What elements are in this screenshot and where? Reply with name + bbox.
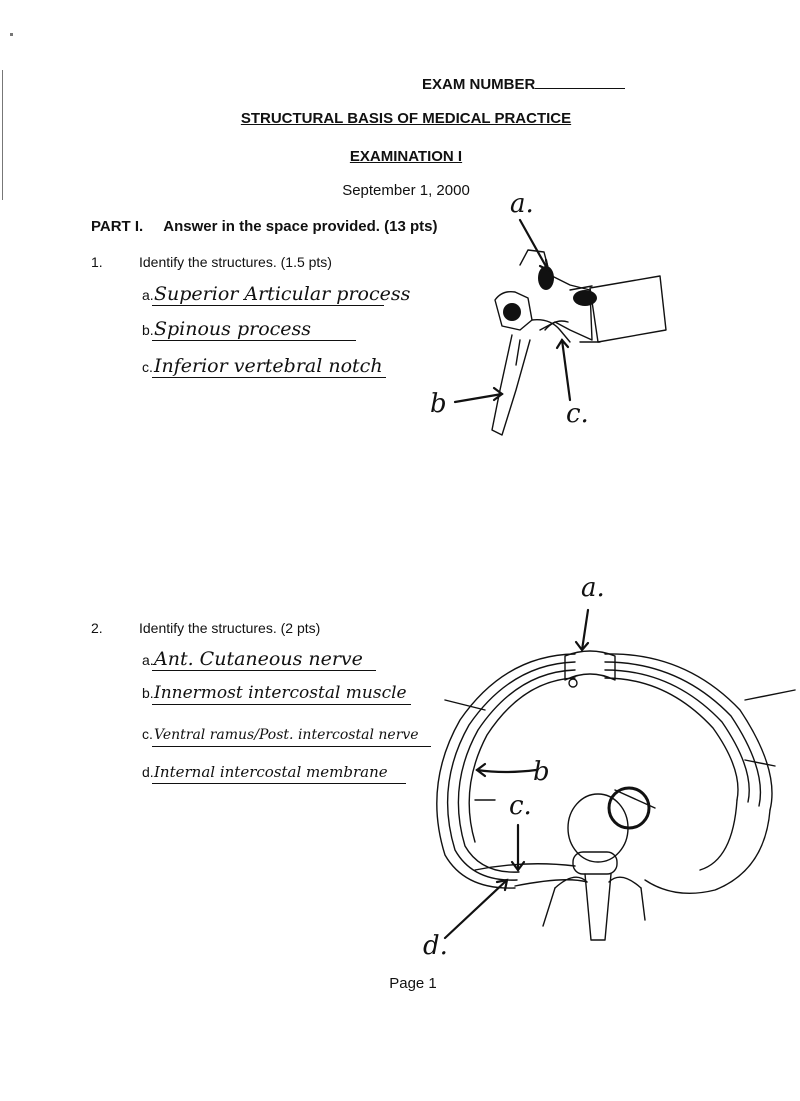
- vertebra-figure: [420, 190, 670, 440]
- answer-letter: b.: [142, 322, 154, 338]
- part-instructions: Answer in the space provided. (13 pts): [163, 218, 438, 235]
- part-label: PART I.: [91, 218, 144, 235]
- costal-facet: [573, 290, 597, 306]
- figure-label-a: a.: [581, 573, 605, 603]
- exam-title: EXAMINATION I: [349, 148, 463, 165]
- question-2-prompt: [91, 620, 320, 636]
- course-title: STRUCTURAL BASIS OF MEDICAL PRACTICE: [240, 110, 572, 127]
- question-number: 2.: [91, 620, 103, 636]
- answer-text: Spinous process: [152, 318, 356, 341]
- answer-letter: a.: [142, 287, 154, 303]
- exam-number-field: [422, 76, 625, 93]
- answer-text: Ventral ramus/Post. intercostal nerve: [152, 724, 431, 747]
- answer-1a: [142, 283, 411, 306]
- figure-label-c: c.: [509, 791, 532, 821]
- answer-2c: [142, 724, 431, 747]
- answer-text: Innermost intercostal muscle: [152, 682, 411, 705]
- answer-letter: a.: [142, 652, 154, 668]
- exam-number-blank: [535, 76, 625, 89]
- answer-1c: [142, 355, 386, 378]
- exam-date: September 1, 2000: [342, 182, 470, 199]
- answer-letter: b.: [142, 685, 154, 701]
- answer-1b: [142, 318, 356, 341]
- answer-text: Internal intercostal membrane: [152, 761, 406, 784]
- exam-number-label: EXAM NUMBER: [422, 76, 536, 93]
- answer-text: Ant. Cutaneous nerve: [152, 648, 376, 671]
- thorax-figure: [415, 570, 800, 960]
- answer-text: Inferior vertebral notch: [152, 355, 386, 378]
- question-number: 1.: [91, 254, 103, 270]
- figure-label-c: c.: [566, 399, 589, 429]
- answer-letter: c.: [142, 726, 153, 742]
- question-text: Identify the structures. (1.5 pts): [139, 254, 332, 270]
- question-text: Identify the structures. (2 pts): [139, 620, 321, 636]
- part-heading: [91, 218, 437, 235]
- margin-mark: [10, 33, 13, 36]
- margin-mark: [2, 70, 3, 200]
- figure-label-b: b: [430, 389, 447, 419]
- answer-2a: [142, 648, 376, 671]
- figure-label-d: d.: [423, 931, 448, 961]
- answer-text: Superior Articular process: [154, 283, 411, 305]
- answer-2b: [142, 682, 411, 705]
- question-1-prompt: [91, 254, 332, 270]
- page-number: Page 1: [389, 975, 437, 992]
- figure-label-a: a.: [510, 189, 534, 219]
- answer-2d: [142, 761, 406, 784]
- answer-letter: c.: [142, 359, 153, 375]
- figure-label-b: b: [533, 757, 550, 787]
- answer-letter: d.: [142, 764, 154, 780]
- transverse-facet: [503, 303, 521, 321]
